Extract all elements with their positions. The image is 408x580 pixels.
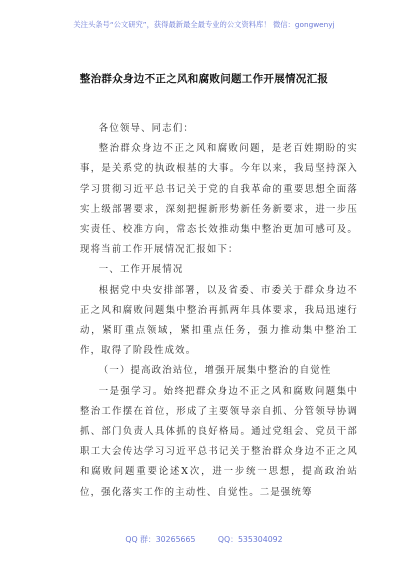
- document-title: 整治群众身边不正之风和腐败问题工作开展情况汇报: [79, 73, 329, 85]
- section-heading: 一、工作开展情况: [98, 264, 184, 276]
- salutation: 各位领导、同志们：: [98, 123, 194, 134]
- footer-qq-group: QQ 群：30265665: [125, 535, 196, 544]
- footer-contact: [0, 535, 408, 545]
- document-body: [80, 119, 358, 503]
- header-notice: 关注头条号“公文研究”，获得最新最全最专业的公文资料库！ 微信：gongwenyj: [73, 20, 335, 29]
- footer-qq: QQ：535304092: [217, 535, 283, 544]
- paragraph-intro: 整治群众身边不正之风和腐败问题，是老百姓期盼的实事，是关系党的执政根基的大事。今年以来，我局坚持深入学习贯彻习近平总书记关于党的自我革命的重要思想全面落实上级部署要求，深刻把握新形势新任务新要求，进一步压实责任、校准方向，常态长效推动集中整治更加可感可及。现将当前工作开展情况汇报如下：: [80, 143, 358, 256]
- paragraph-detail: 一是强学习。始终把群众身边不正之风和腐败问题集中整治工作摆在首位，形成了主要领导亲自抓、分管领导协调抓、部门负责人具体抓的良好格局。通过党组会、党员干部职工大会传达学习习近平总书记关于整治群众身边不正之风和腐败问题重要论述X次，进一步统一思想，提高政治站位，强化落实工作的主动性、自觉性。二是强统筹: [80, 385, 358, 498]
- subsection-heading: （一）提高政治站位，增强开展集中整治的自觉性: [98, 365, 332, 377]
- paragraph-overview: 根据党中央安排部署，以及省委、市委关于群众身边不正之风和腐败问题集中整治再抓两年具体要求，我局迅速行动，紧盯重点领域，紧扣重点任务，强力推动集中整治工作，取得了阶段性成效。: [80, 284, 358, 357]
